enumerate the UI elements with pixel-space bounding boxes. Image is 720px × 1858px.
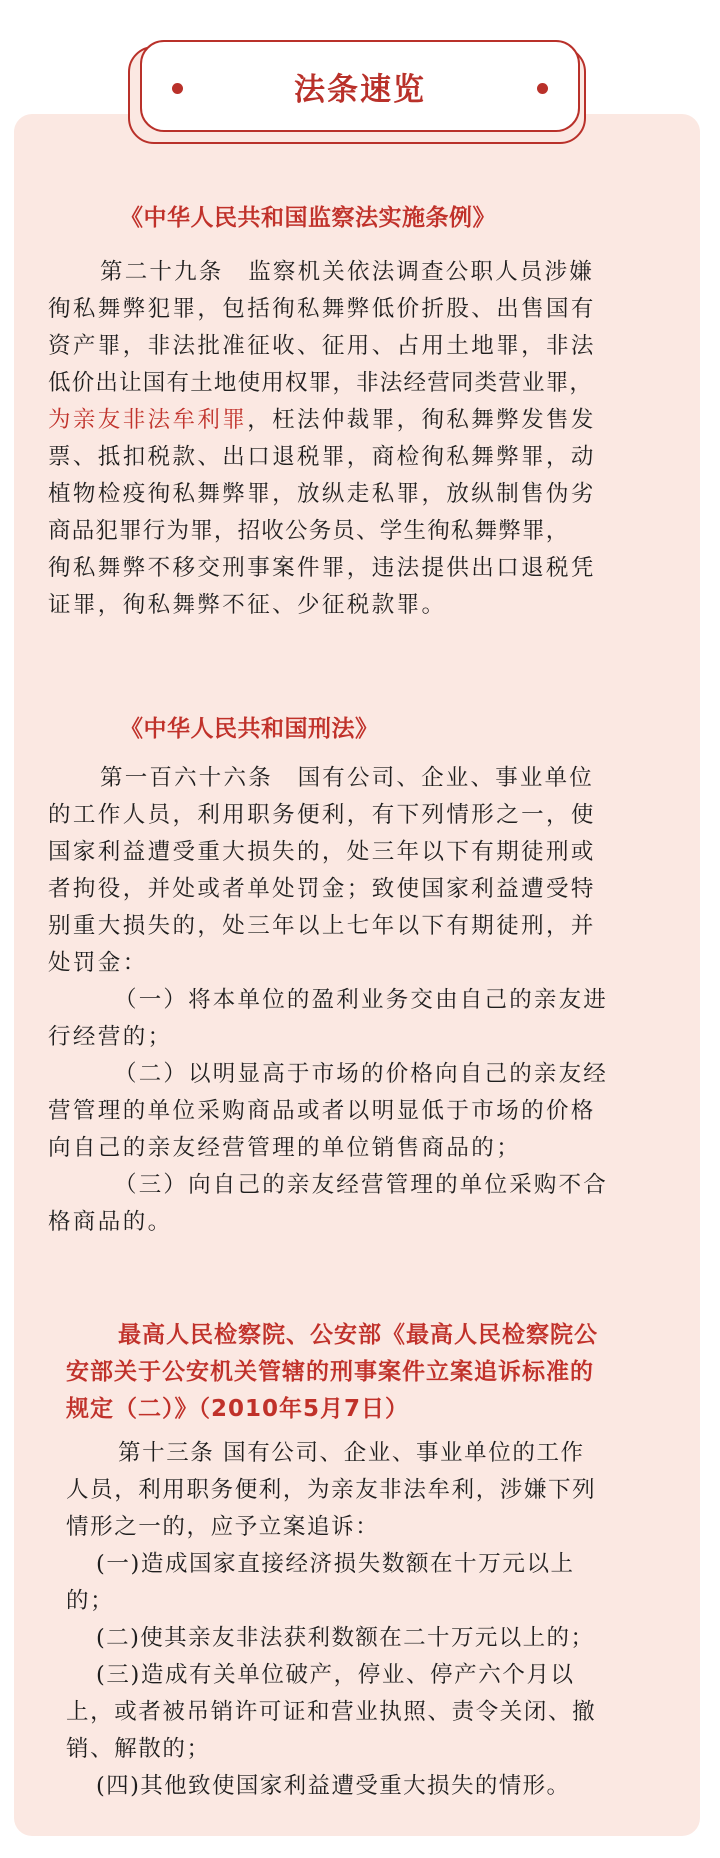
- page-title: 法条速览: [294, 71, 426, 108]
- text-line: 商品犯罪行为罪，招收公务员、学生徇私舞弊罪，: [48, 518, 570, 544]
- text-line: 国家利益遭受重大损失的，处三年以下有期徒刑或: [48, 839, 596, 865]
- section-3-heading: [66, 1317, 706, 1428]
- text-line: 第二十九条 监察机关依法调查公职人员涉嫌: [100, 259, 595, 285]
- text-line: 票、抵扣税款、出口退税罪，商检徇私舞弊罪，动: [48, 444, 596, 470]
- text-line: 的工作人员，利用职务便利，有下列情形之一，使: [48, 802, 596, 828]
- text-line: 证罪，徇私舞弊不征、少征税款罪。: [48, 592, 447, 618]
- text-line: 徇私舞弊犯罪，包括徇私舞弊低价折股、出售国有: [48, 296, 596, 322]
- text-line: 行经营的；: [48, 1024, 173, 1050]
- text-line: 处罚金：: [48, 950, 148, 976]
- text-line: 第一百六十六条 国有公司、企业、事业单位: [100, 765, 595, 791]
- heading-line: 最高人民检察院、公安部《最高人民检察院公: [118, 1322, 598, 1348]
- text-line: （二）以明显高于市场的价格向自己的亲友经: [114, 1061, 609, 1087]
- text-line: 第十三条 国有公司、企业、事业单位的工作: [118, 1440, 585, 1466]
- text-line: （三）向自己的亲友经营管理的单位采购不合: [114, 1172, 609, 1198]
- text-line: 徇私舞弊不移交刑事案件罪，违法提供出口退税凭: [48, 555, 596, 581]
- text-line: 向自己的亲友经营管理的单位销售商品的；: [48, 1135, 522, 1161]
- text-line: 者拘役，并处或者单处罚金；致使国家利益遭受特: [48, 876, 596, 902]
- section-2-heading: 《中华人民共和国刑法》: [120, 716, 379, 742]
- text-line: 营管理的单位采购商品或者以明显低于市场的价格: [48, 1098, 596, 1124]
- text-line: 人员，利用职务便利，为亲友非法牟利，涉嫌下列: [66, 1477, 597, 1503]
- text-line: (三)造成有关单位破产，停业、停产六个月以: [96, 1662, 575, 1688]
- section-2-body: [48, 760, 678, 1241]
- text-line: (四)其他致使国家利益遭受重大损失的情形。: [96, 1773, 571, 1799]
- text-line: 销、解散的；: [66, 1736, 211, 1762]
- text-line: 为亲友非法牟利罪，枉法仲裁罪，徇私舞弊发售发: [48, 407, 596, 433]
- text-line: （一）将本单位的盈利业务交由自己的亲友进: [114, 987, 609, 1013]
- heading-line: 规定（二）》（2010年5月7日）: [66, 1396, 410, 1422]
- heading-line: 安部关于公安机关管辖的刑事案件立案追诉标准的: [66, 1359, 594, 1385]
- section-3-body: [66, 1435, 686, 1805]
- text-line: 情形之一的，应予立案追诉：: [66, 1514, 380, 1540]
- text-line: 上，或者被吊销许可证和营业执照、责令关闭、撤: [66, 1699, 597, 1725]
- text-line: 低价出让国有土地使用权罪，非法经营同类营业罪，: [48, 370, 594, 396]
- text-line: 的；: [66, 1588, 115, 1614]
- text-line: 植物检疫徇私舞弊罪，放纵走私罪，放纵制售伪劣: [48, 481, 596, 507]
- section-1-heading: 《中华人民共和国监察法实施条例》: [120, 205, 496, 231]
- text-line: 格商品的。: [48, 1209, 173, 1235]
- text-line: (一)造成国家直接经济损失数额在十万元以上: [96, 1551, 575, 1577]
- text-line: 别重大损失的，处三年以上七年以下有期徒刑，并: [48, 913, 596, 939]
- text-line: (二)使其亲友非法获利数额在二十万元以上的；: [96, 1625, 595, 1651]
- highlight-crime-name: 为亲友非法牟利罪: [48, 407, 248, 433]
- text-line: 资产罪，非法批准征收、征用、占用土地罪，非法: [48, 333, 596, 359]
- section-1-body: [48, 254, 678, 624]
